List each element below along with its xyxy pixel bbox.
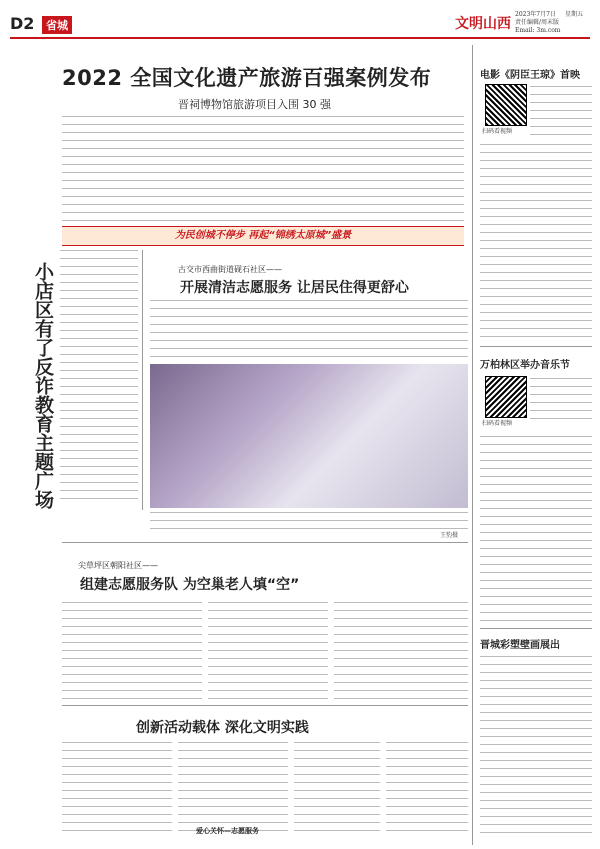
bottom-text-col3 xyxy=(294,742,380,838)
header-rule xyxy=(10,37,590,39)
sidebar-item1-text-cont xyxy=(480,144,592,344)
center1-headline: 开展清洁志愿服务 让居民住得更舒心 xyxy=(180,280,409,296)
sidebar-rule-1 xyxy=(480,346,592,347)
campaign-banner xyxy=(62,226,464,246)
center1-text xyxy=(150,300,468,364)
center1-kicker: 古交市西曲街道砚石社区—— xyxy=(178,265,282,274)
header-contact: Email: 3m.com xyxy=(515,27,561,34)
header-date: 2023年7月7日 xyxy=(515,11,556,18)
main-article-text xyxy=(62,116,464,228)
sidebar-rule-2 xyxy=(480,628,592,629)
sidebar-item3-title: 晋城彩塑壁画展出 xyxy=(480,640,560,651)
left-divider xyxy=(142,250,143,510)
qr-label-1: 扫码看视频 xyxy=(482,128,513,135)
bottom-text-col4 xyxy=(386,742,468,838)
brand-logo: 文明山西 xyxy=(455,16,511,32)
center2-text-col2 xyxy=(208,602,328,706)
left-vertical-title: 小店区有了反诈教育主题广场 xyxy=(32,262,54,509)
qr-code-icon xyxy=(485,84,527,126)
page-number: D2 xyxy=(10,14,35,33)
photo-credit: 王豹摄 xyxy=(440,532,459,539)
left-article-text xyxy=(60,250,138,506)
sidebar-item2-title: 万柏林区举办音乐节 xyxy=(480,360,570,371)
main-title: 2022 全国文化遗产旅游百强案例发布 xyxy=(62,66,432,90)
bottom-text-col1 xyxy=(62,742,172,838)
qr-code-icon xyxy=(485,376,527,418)
center1-caption xyxy=(150,512,468,536)
section-rule-1 xyxy=(62,542,468,543)
center1-photo xyxy=(150,364,468,508)
center2-headline: 组建志愿服务队 为空巢老人填“空” xyxy=(80,577,300,593)
center2-text-col1 xyxy=(62,602,202,706)
sidebar-item1-text xyxy=(530,86,592,142)
bottom-subheading: 爱心关怀—志愿服务 xyxy=(196,827,259,835)
sidebar-divider xyxy=(472,45,473,845)
bottom-text-col2 xyxy=(178,742,288,838)
header-weekday: 星期五 xyxy=(565,11,584,18)
banner-text: 为民创城不停步 再起“锦绣太原城”盛景 xyxy=(174,230,352,241)
sidebar-item2-text-cont xyxy=(480,436,592,628)
sidebar-item3-text xyxy=(480,656,592,840)
qr-label-2: 扫码看视频 xyxy=(482,420,513,427)
bottom-headline: 创新活动载体 深化文明实践 xyxy=(136,720,309,736)
center2-kicker: 尖草坪区朝阳社区—— xyxy=(78,561,158,570)
sidebar-item2-text xyxy=(530,378,592,426)
section-tag: 省城 xyxy=(42,16,72,34)
header-editor: 责任编辑/周末版 xyxy=(515,19,560,26)
sidebar-item1-title: 电影《阴臣王琼》首映 xyxy=(480,70,580,81)
section-rule-2 xyxy=(62,705,468,706)
center2-text-col3 xyxy=(334,602,468,706)
main-subtitle: 晋祠博物馆旅游项目入围 30 强 xyxy=(178,98,331,111)
